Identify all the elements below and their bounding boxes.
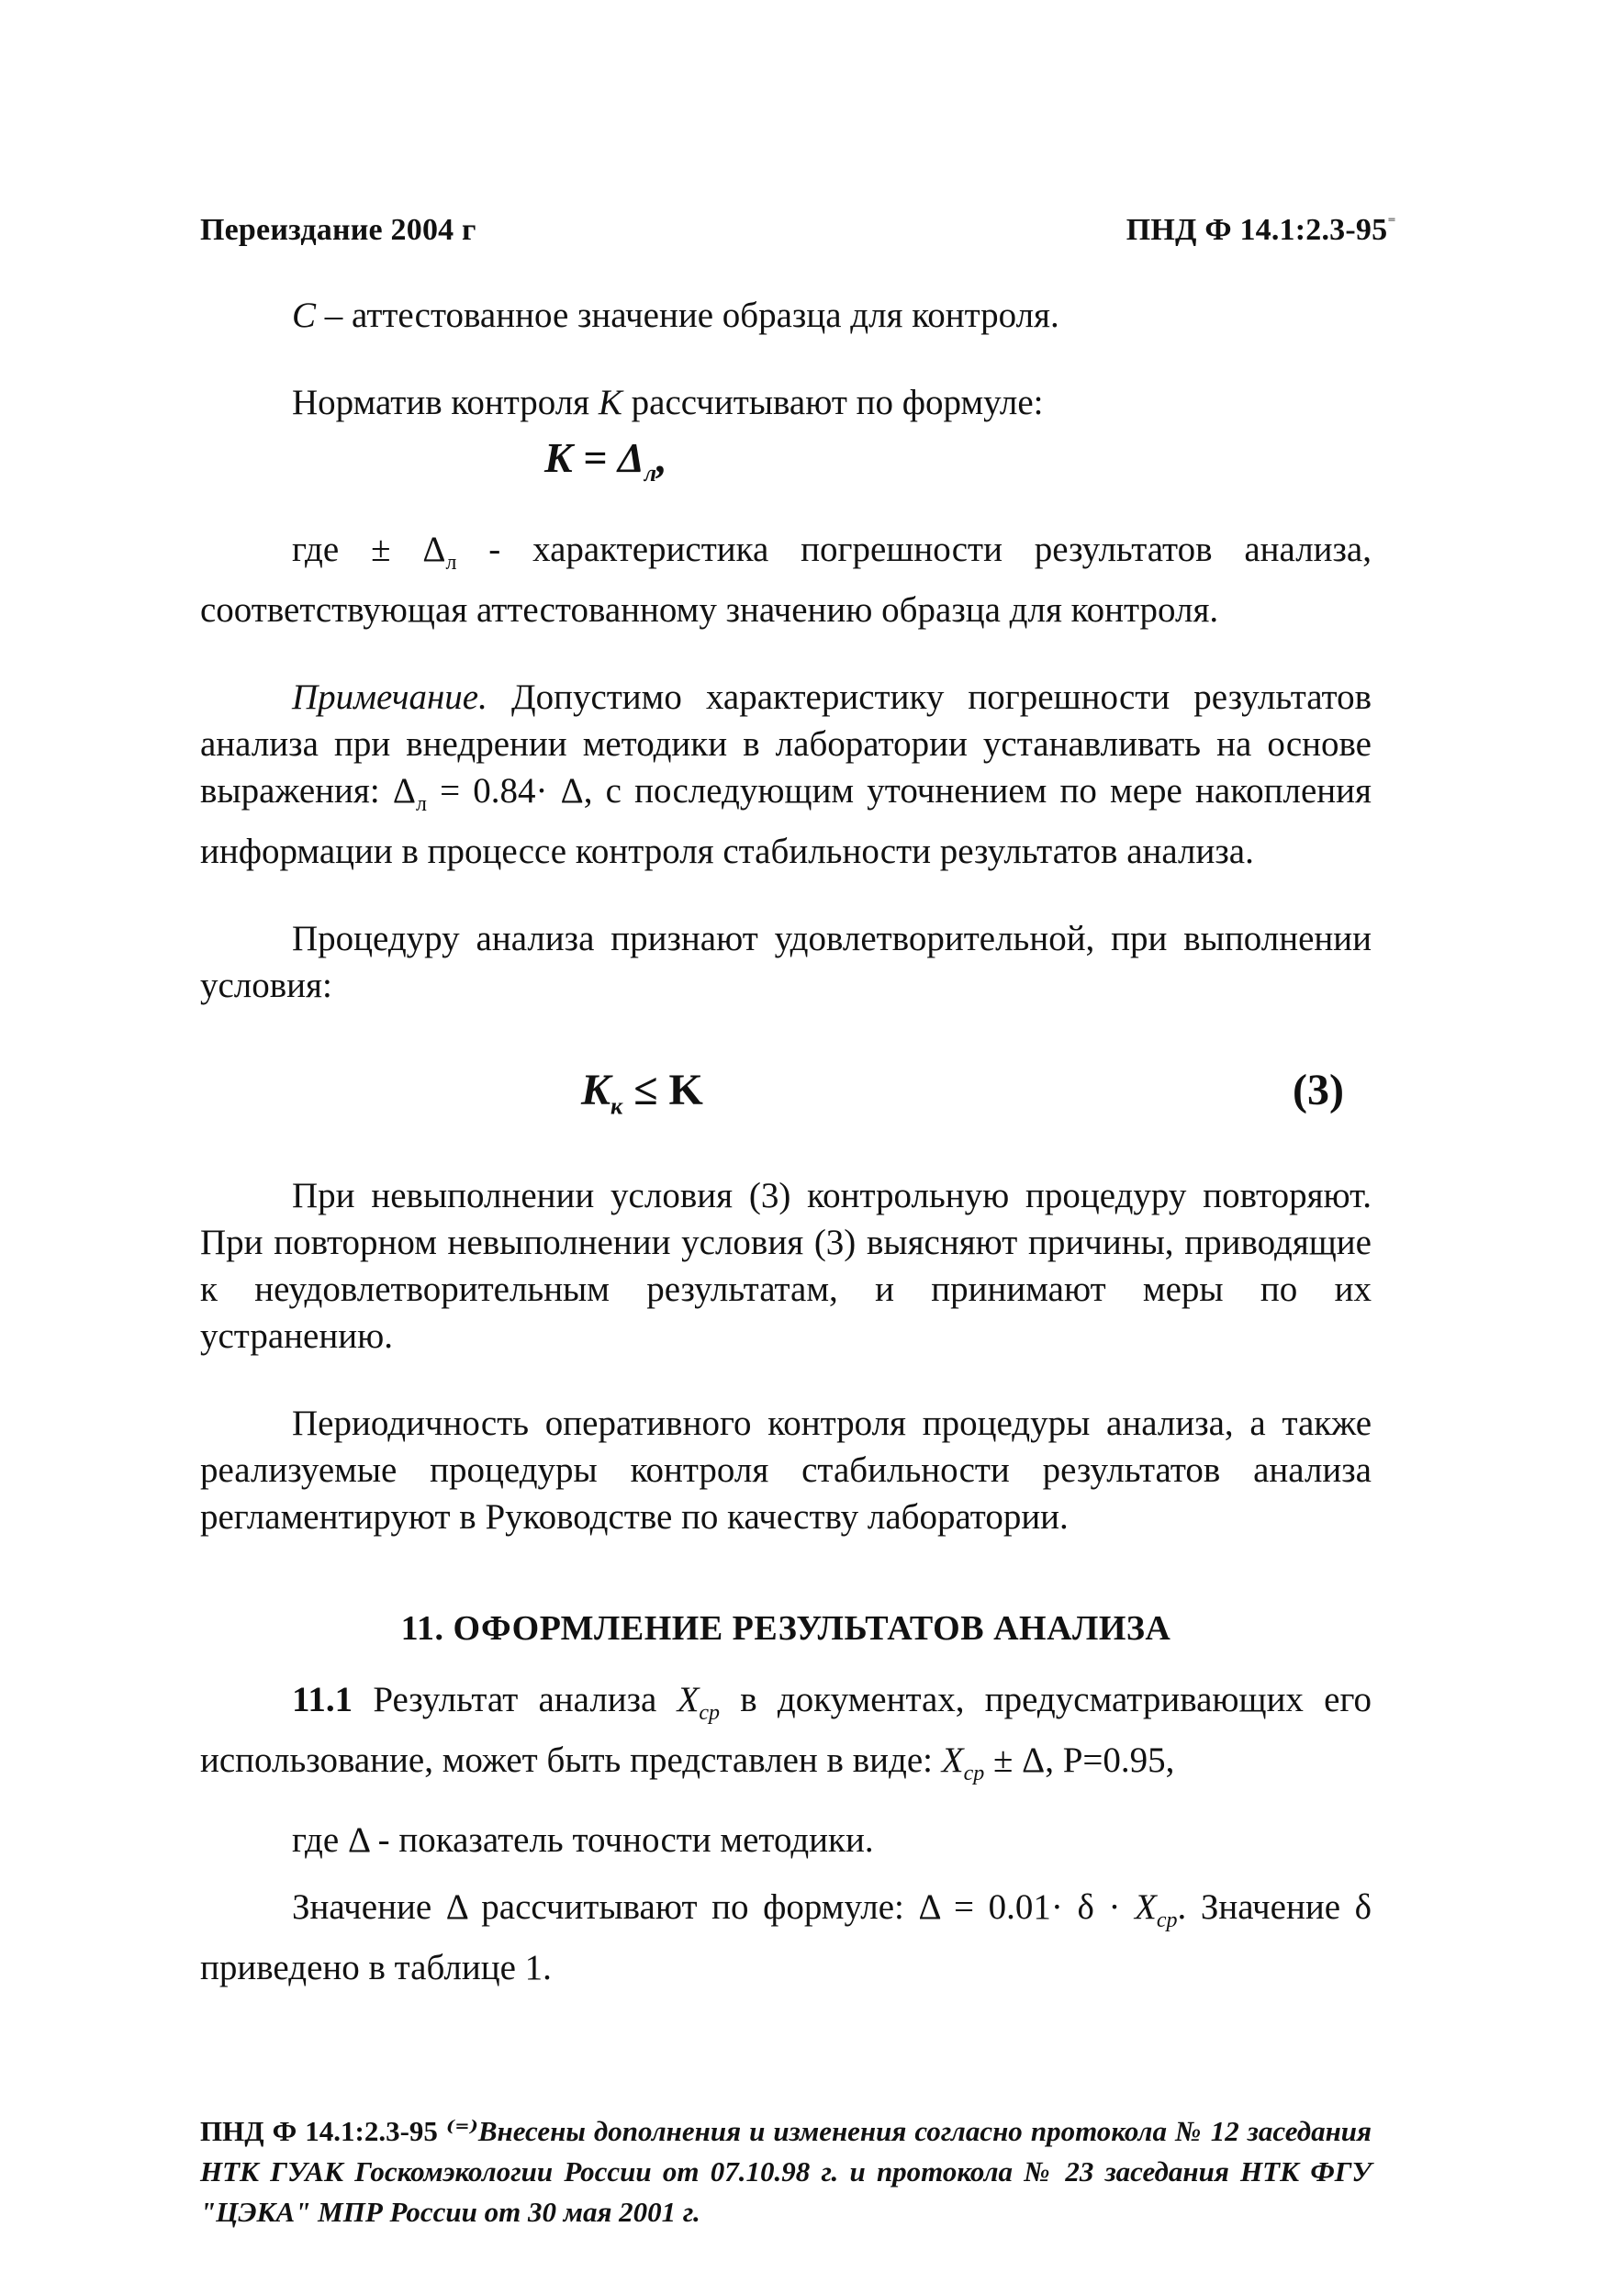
main-content bbox=[200, 292, 1372, 1991]
header-doc-code bbox=[1126, 213, 1396, 248]
paragraph-procedure-condition: Процедуру анализа признают удовлетворительной, при выполнении условия: bbox=[200, 918, 1372, 1005]
footnote-amendments bbox=[200, 2111, 1372, 2232]
section-title: 11. ОФОРМЛЕНИЕ РЕЗУЛЬТАТОВ АНАЛИЗА bbox=[400, 1608, 1171, 1648]
formula-3-expression: $K_к \le K$ bbox=[581, 1065, 703, 1120]
symbol-c: C bbox=[292, 296, 317, 335]
footnote-mark: ⁽⁼⁾ bbox=[445, 2115, 478, 2147]
formula-k: $K = \Delta_л$, bbox=[544, 434, 667, 487]
header-reissue: Переиздание 2004 г bbox=[200, 213, 476, 247]
paragraph-delta-formula: Значение Δ рассчитывают по формуле: $\Delta = 0.01\cdot \delta \cdot X_{ср}$. Значение δ приведено в таблице 1. bbox=[200, 1887, 1372, 1988]
symbol-k: K bbox=[598, 383, 622, 422]
section-11-1-number: 11.1 bbox=[292, 1679, 353, 1719]
paragraph-delta-definition: где Δ - показатель точности методики. bbox=[292, 1820, 874, 1861]
formula-3-number: (3) bbox=[1293, 1065, 1344, 1114]
header-amend-mark: ⁼ bbox=[1387, 213, 1396, 232]
paragraph-periodicity: Периодичность оперативного контроля процедуры анализа, а также реализуемые процедуры контроля стабильности результатов анализа регламентируют в Руководстве по качеству лаборатории. bbox=[200, 1403, 1372, 1537]
header-code-text: ПНД Ф 14.1:2.3-95 bbox=[1126, 213, 1388, 247]
paragraph-c-definition: C – аттестованное значение образца для контроля. bbox=[292, 296, 1059, 335]
paragraph-error-characteristic: где ± $\Delta_л$ - характеристика погрешности результатов анализа, соответствующая аттестованному значению образца для контроля. bbox=[200, 530, 1372, 630]
paragraph-norm-formula-intro: Норматив контроля K рассчитывают по формуле: bbox=[292, 383, 1044, 422]
note-label: Примечание. bbox=[292, 677, 487, 717]
footnote-code: ПНД Ф 14.1:2.3-95 bbox=[200, 2115, 446, 2147]
paragraph-repeat-procedure: При невыполнении условия (3) контрольную процедуру повторяют. При повторном невыполнении условия (3) выясняют причины, приводящие к неудовлетворительным результатам, и принимают меры по их устранению. bbox=[200, 1175, 1372, 1356]
footnote-text: Внесены дополнения и изменения согласно протокола № 12 заседания НТК ГУАК Госкомэкологии России от 07.10.98 г. и протокола № 23 заседания НТК ФГУ "ЦЭКА" МПР России от 30 мая 2001 г. bbox=[200, 2115, 1372, 2228]
paragraph-11-1: 11.1 Результат анализа $X_{ср}$ в документах, предусматривающих его использование, может быть представлен в виде: $X_{ср} \pm \Delta$, P=0.95, bbox=[200, 1679, 1372, 1785]
paragraph-note: Примечание. Допустимо характеристику погрешности результатов анализа при внедрении методики в лаборатории устанавливать на основе выражения: $\Delta_л = 0.84\cdot \Delta$, с последующим уточнением по мере накопления информации в процессе контроля стабильности результатов анализа. bbox=[200, 677, 1372, 871]
formula-3 bbox=[200, 1049, 1372, 1132]
